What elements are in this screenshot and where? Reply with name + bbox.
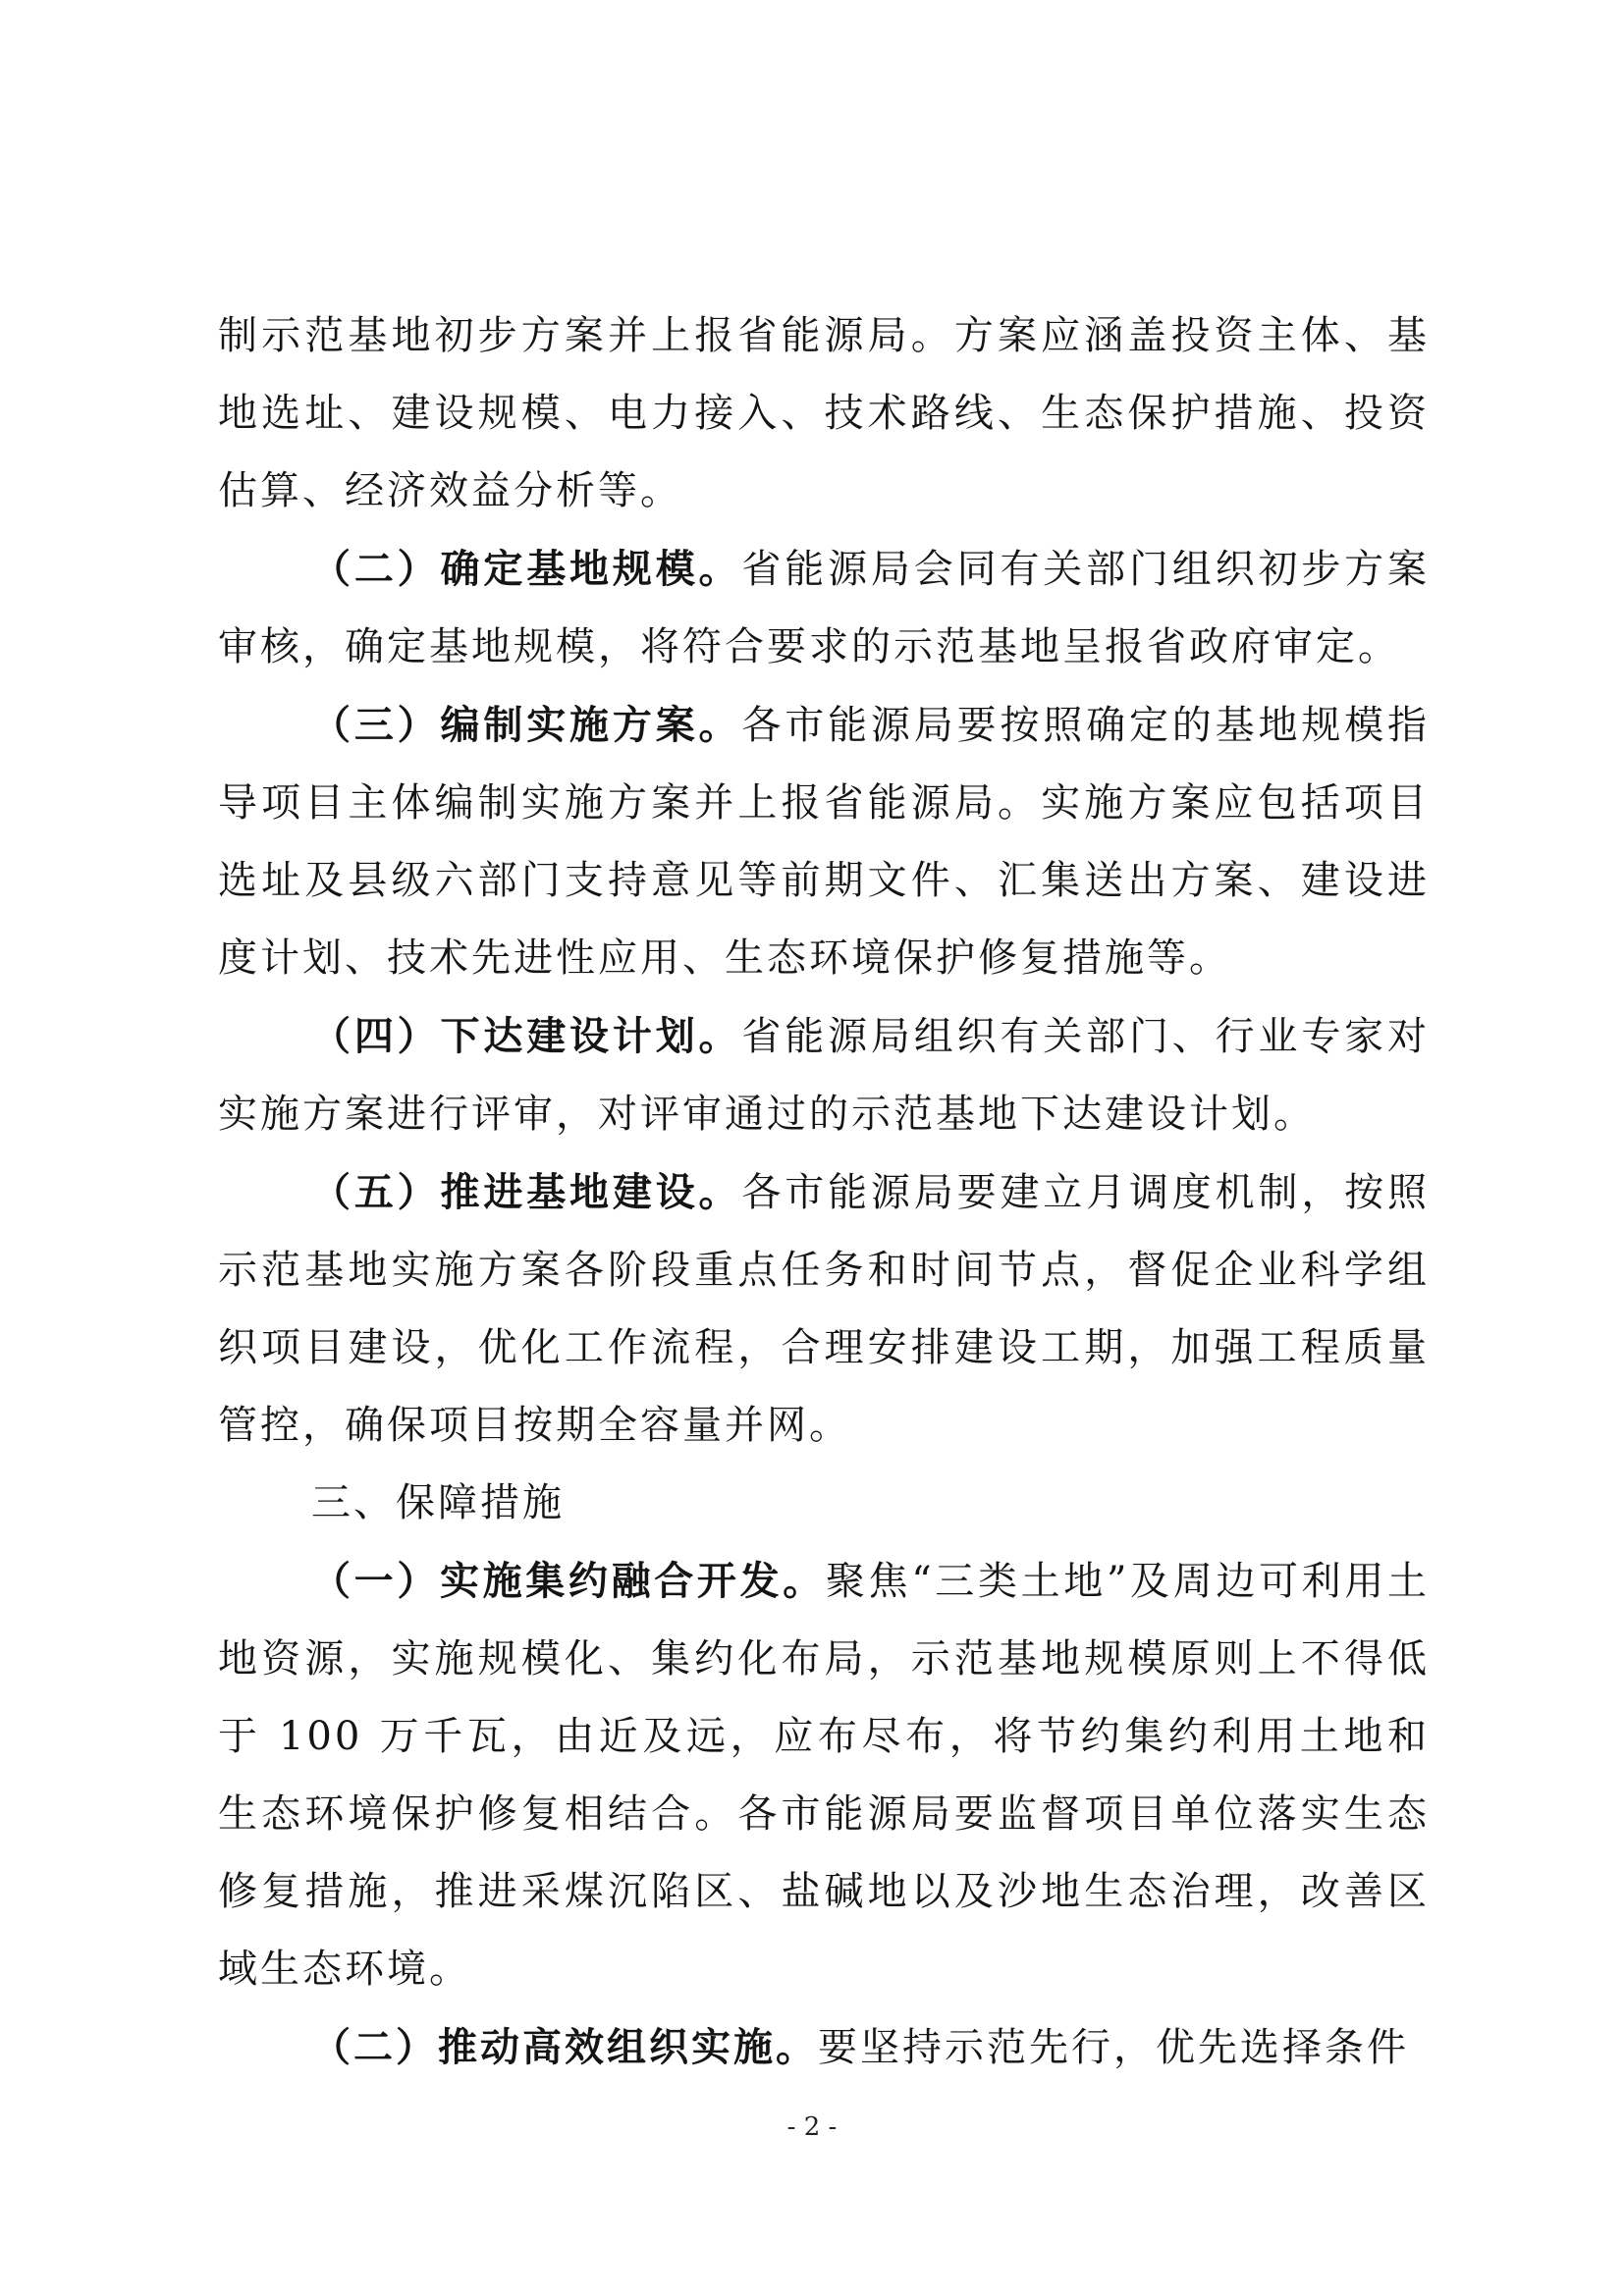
paragraph-2-text: 省能源局会同有关部门组织初步方案审核，确定基地规模，将符合要求的示范基地呈报省政府审定。 [218,547,1431,669]
page-number: - 2 - [786,2112,838,2142]
paragraph-2 [218,530,1430,686]
paragraph-6-heading: （一）实施集约融合开发。 [311,1558,826,1604]
paragraph-4 [218,997,1430,1153]
paragraph-5-heading: （五）推进基地建设。 [311,1169,742,1215]
paragraph-4-text: 省能源局组织有关部门、行业专家对实施方案进行评审，对评审通过的示范基地下达建设计划。 [218,1014,1431,1137]
paragraph-7 [218,2008,1430,2087]
paragraph-3 [218,686,1430,997]
paragraph-7-text: 要坚持示范先行，优先选择条件 [818,2025,1409,2070]
paragraph-7-heading: （二）推动高效组织实施。 [311,2024,818,2070]
paragraph-4-heading: （四）下达建设计划。 [311,1013,742,1059]
paragraph-6-text: 聚焦“三类土地”及周边可利用土地资源，实施规模化、集约化布局，示范基地规模原则上不得低于 100 万千瓦，由近及远，应布尽布，将节约集约利用土地和生态环境保护修复相结合。各市能源局要监督项目单位落实生态修复措施，推进采煤沉陷区、盐碱地以及沙地生态治理，改善区域生态环境。 [218,1559,1430,1992]
paragraph-1-text: 制示范基地初步方案并上报省能源局。方案应涵盖投资主体、基地选址、建设规模、电力接入、技术路线、生态保护措施、投资估算、经济效益分析等。 [218,313,1430,513]
paragraph-2-heading: （二）确定基地规模。 [311,546,742,592]
paragraph-3-text: 各市能源局要按照确定的基地规模指导项目主体编制实施方案并上报省能源局。实施方案应包括项目选址及县级六部门支持意见等前期文件、汇集送出方案、建设进度计划、技术先进性应用、生态环境保护修复措施等。 [218,703,1431,981]
section-title: 三、保障措施 [311,1480,565,1525]
paragraph-6 [218,1542,1430,2008]
paragraph-5-text: 各市能源局要建立月调度机制，按照示范基地实施方案各阶段重点任务和时间节点，督促企业科学组织项目建设，优化工作流程，合理安排建设工期，加强工程质量管控，确保项目按期全容量并网。 [218,1170,1431,1448]
body-text [218,297,1430,2087]
paragraph-5 [218,1153,1430,1465]
paragraph-3-heading: （三）编制实施方案。 [311,702,742,748]
paragraph-1 [218,297,1430,530]
